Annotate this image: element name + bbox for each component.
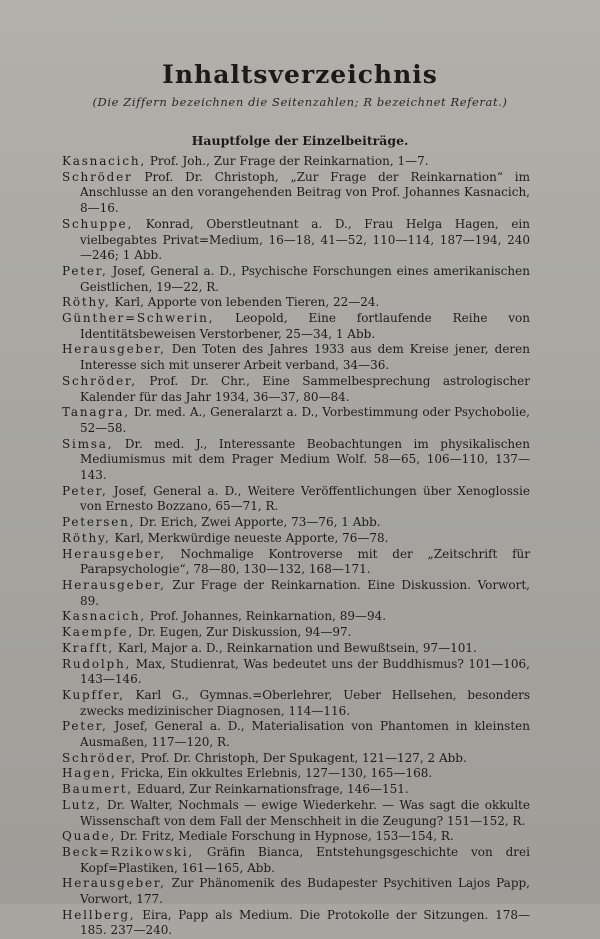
entry-author: Baumert, <box>62 782 133 797</box>
entry-author: Hellberg, <box>62 907 136 922</box>
toc-entry <box>62 798 530 829</box>
entry-text: Zur Frage der Reinkarnation. Eine Diskussion. Vorwort, 89. <box>80 577 530 608</box>
entry-author: Kupffer, <box>62 687 125 702</box>
entry-author: Herausgeber, <box>62 546 166 561</box>
toc-entry <box>62 547 530 578</box>
entry-author: Röthy, <box>62 530 111 545</box>
toc-entry <box>62 170 530 217</box>
entry-text: Josef, General a. D., Psychische Forschungen eines amerikanischen Geistlichen, 19—22, R. <box>80 263 530 294</box>
entry-text: Zur Phänomenik des Budapester Psychitiven Lajos Papp, Vorwort, 177. <box>80 876 530 907</box>
entry-author: Herausgeber, <box>62 876 166 891</box>
toc-entry <box>62 782 530 798</box>
entry-author: Herausgeber, <box>62 577 166 592</box>
entry-text: Dr. med. A., Generalarzt a. D., Vorbestimmung oder Psychobolie, 52—58. <box>80 405 530 435</box>
entry-text: Max, Studienrat, Was bedeutet uns der Buddhismus? 101—106, 143—146. <box>80 656 530 687</box>
entry-author: Schröder <box>62 169 133 184</box>
entry-list <box>62 154 530 939</box>
toc-entry <box>62 154 530 170</box>
entry-author: Hagen, <box>62 766 117 781</box>
toc-entry <box>62 688 530 719</box>
entry-text: Den Toten des Jahres 1933 aus dem Kreise jener, deren Interesse sich mit unserer Arbeit verband, 34—36. <box>80 342 530 373</box>
toc-entry <box>62 766 530 782</box>
entry-text: Dr. Eugen, Zur Diskussion, 94—97. <box>137 625 352 640</box>
entry-text: Konrad, Oberstleutnant a. D., Frau Helga Hagen, ein vielbegabtes Privat=Medium, 16—18, 41—52, 110—114, 187—194, 240—246; 1 Abb. <box>80 216 530 263</box>
toc-entry <box>62 609 530 625</box>
page-subtitle: (Die Ziffern bezeichnen die Seitenzahlen; R bezeichnet Referat.) <box>92 95 508 109</box>
page-title: Inhaltsverzeichnis <box>162 60 438 89</box>
entry-text: Karl, Merkwürdige neueste Apporte, 76—78. <box>114 530 389 545</box>
entry-author: Peter, <box>62 263 108 278</box>
toc-entry <box>62 908 530 939</box>
entry-author: Kasnacich, <box>62 154 146 168</box>
toc-entry <box>62 295 530 311</box>
section-title: Hauptfolge der Einzelbeiträge. <box>191 133 409 148</box>
toc-entry <box>62 484 530 515</box>
entry-text: Prof. Johannes, Reinkarnation, 89—94. <box>149 609 387 624</box>
entry-text: Dr. med. J., Interessante Beobachtungen im physikalischen Mediumismus mit dem Prager Medium Wolf. 58—65, 106—110, 137—143. <box>80 436 530 483</box>
entry-author: Schröder, <box>62 373 137 388</box>
entry-author: Tanagra, <box>62 405 130 420</box>
entry-author: Schröder, <box>62 750 137 765</box>
entry-text: Karl, Apporte von lebenden Tieren, 22—24. <box>114 295 380 310</box>
toc-entry <box>62 829 530 845</box>
entry-text: Josef, General a. D., Materialisation von Phantomen in kleinsten Ausmaßen, 117—120, R. <box>80 719 530 750</box>
entry-author: Rudolph, <box>62 656 132 671</box>
entry-text: Dr. Walter, Nochmals — ewige Wiederkehr. — Was sagt die okkulte Wissenschaft von dem Fall der Menschheit in die Zeugung? 151—152, R. <box>80 797 530 828</box>
entry-author: Peter, <box>62 483 108 498</box>
toc-entry <box>62 641 530 657</box>
toc-entry <box>62 515 530 531</box>
toc-entry <box>62 531 530 547</box>
entry-text: Leopold, Eine fortlaufende Reihe von Identitätsbeweisen Verstorbener, 25—34, 1 Abb. <box>80 311 530 341</box>
toc-entry <box>62 625 530 641</box>
toc-entry <box>62 342 530 373</box>
entry-author: Beck=Rzikowski, <box>62 844 195 859</box>
toc-entry <box>62 264 530 295</box>
toc-entry <box>62 751 530 767</box>
entry-text: Karl G., Gymnas.=Oberlehrer, Ueber Hellsehen, besonders zwecks medizinischer Diagnosen, 114—116. <box>80 687 530 718</box>
entry-author: Lutz, <box>62 797 102 812</box>
entry-text: Dr. Erich, Zwei Apporte, 73—76, 1 Abb. <box>139 515 381 530</box>
entry-text: Prof. Dr. Christoph, „Zur Frage der Reinkarnation“ im Anschlusse an den vorangehenden Beitrag von Prof. Johannes Kasnacich, 8—16. <box>80 169 530 216</box>
entry-author: Quade, <box>62 829 117 844</box>
entry-author: Kaempfe, <box>62 625 135 640</box>
toc-entry <box>62 405 530 436</box>
entry-text: Fricka, Ein okkultes Erlebnis, 127—130, 165—168. <box>120 766 433 781</box>
entry-text: Josef, General a. D., Weitere Veröffentlichungen über Xenoglossie von Ernesto Bozzano, 65—71, R. <box>80 483 530 514</box>
entry-text: Dr. Fritz, Mediale Forschung in Hypnose, 153—154, R. <box>119 829 454 844</box>
entry-text: Prof. Dr. Christoph, Der Spukagent, 121—127, 2 Abb. <box>140 750 467 765</box>
entry-text: Prof. Dr. Chr., Eine Sammelbesprechung astrologischer Kalender für das Jahr 1934, 36—37, 80—84. <box>80 373 530 404</box>
entry-text: Eira, Papp als Medium. Die Protokolle der Sitzungen. 178—185. 237—240. <box>80 907 530 938</box>
toc-entry <box>62 374 530 405</box>
entry-text: Prof. Joh., Zur Frage der Reinkarnation, 1—7. <box>149 154 429 168</box>
entry-author: Kasnacich, <box>62 609 146 624</box>
toc-entry <box>62 217 530 264</box>
toc-entry <box>62 845 530 876</box>
entry-text: Karl, Major a. D., Reinkarnation und Bewußtsein, 97—101. <box>117 640 477 655</box>
entry-author: Simsa, <box>62 436 114 451</box>
entry-author: Herausgeber, <box>62 342 166 357</box>
toc-entry <box>62 437 530 484</box>
entry-author: Röthy, <box>62 295 111 310</box>
toc-entry <box>62 657 530 688</box>
toc-entry <box>62 719 530 750</box>
toc-entry <box>62 578 530 609</box>
entry-author: Krafft, <box>62 640 114 655</box>
entry-author: Schuppe, <box>62 216 134 231</box>
toc-entry <box>62 311 530 342</box>
entry-text: Nochmalige Kontroverse mit der „Zeitschrift für Parapsychologie“, 78—80, 130—132, 168—171. <box>80 546 530 577</box>
entry-author: Petersen, <box>62 515 136 530</box>
entry-text: Eduard, Zur Reinkarnationsfrage, 146—151. <box>136 782 409 797</box>
entry-author: Günther=Schwerin, <box>62 311 215 326</box>
toc-entry <box>62 876 530 907</box>
entry-text: Gräfin Bianca, Entstehungsgeschichte von drei Kopf=Plastiken, 161—165, Abb. <box>80 844 530 875</box>
entry-author: Peter, <box>62 719 108 734</box>
